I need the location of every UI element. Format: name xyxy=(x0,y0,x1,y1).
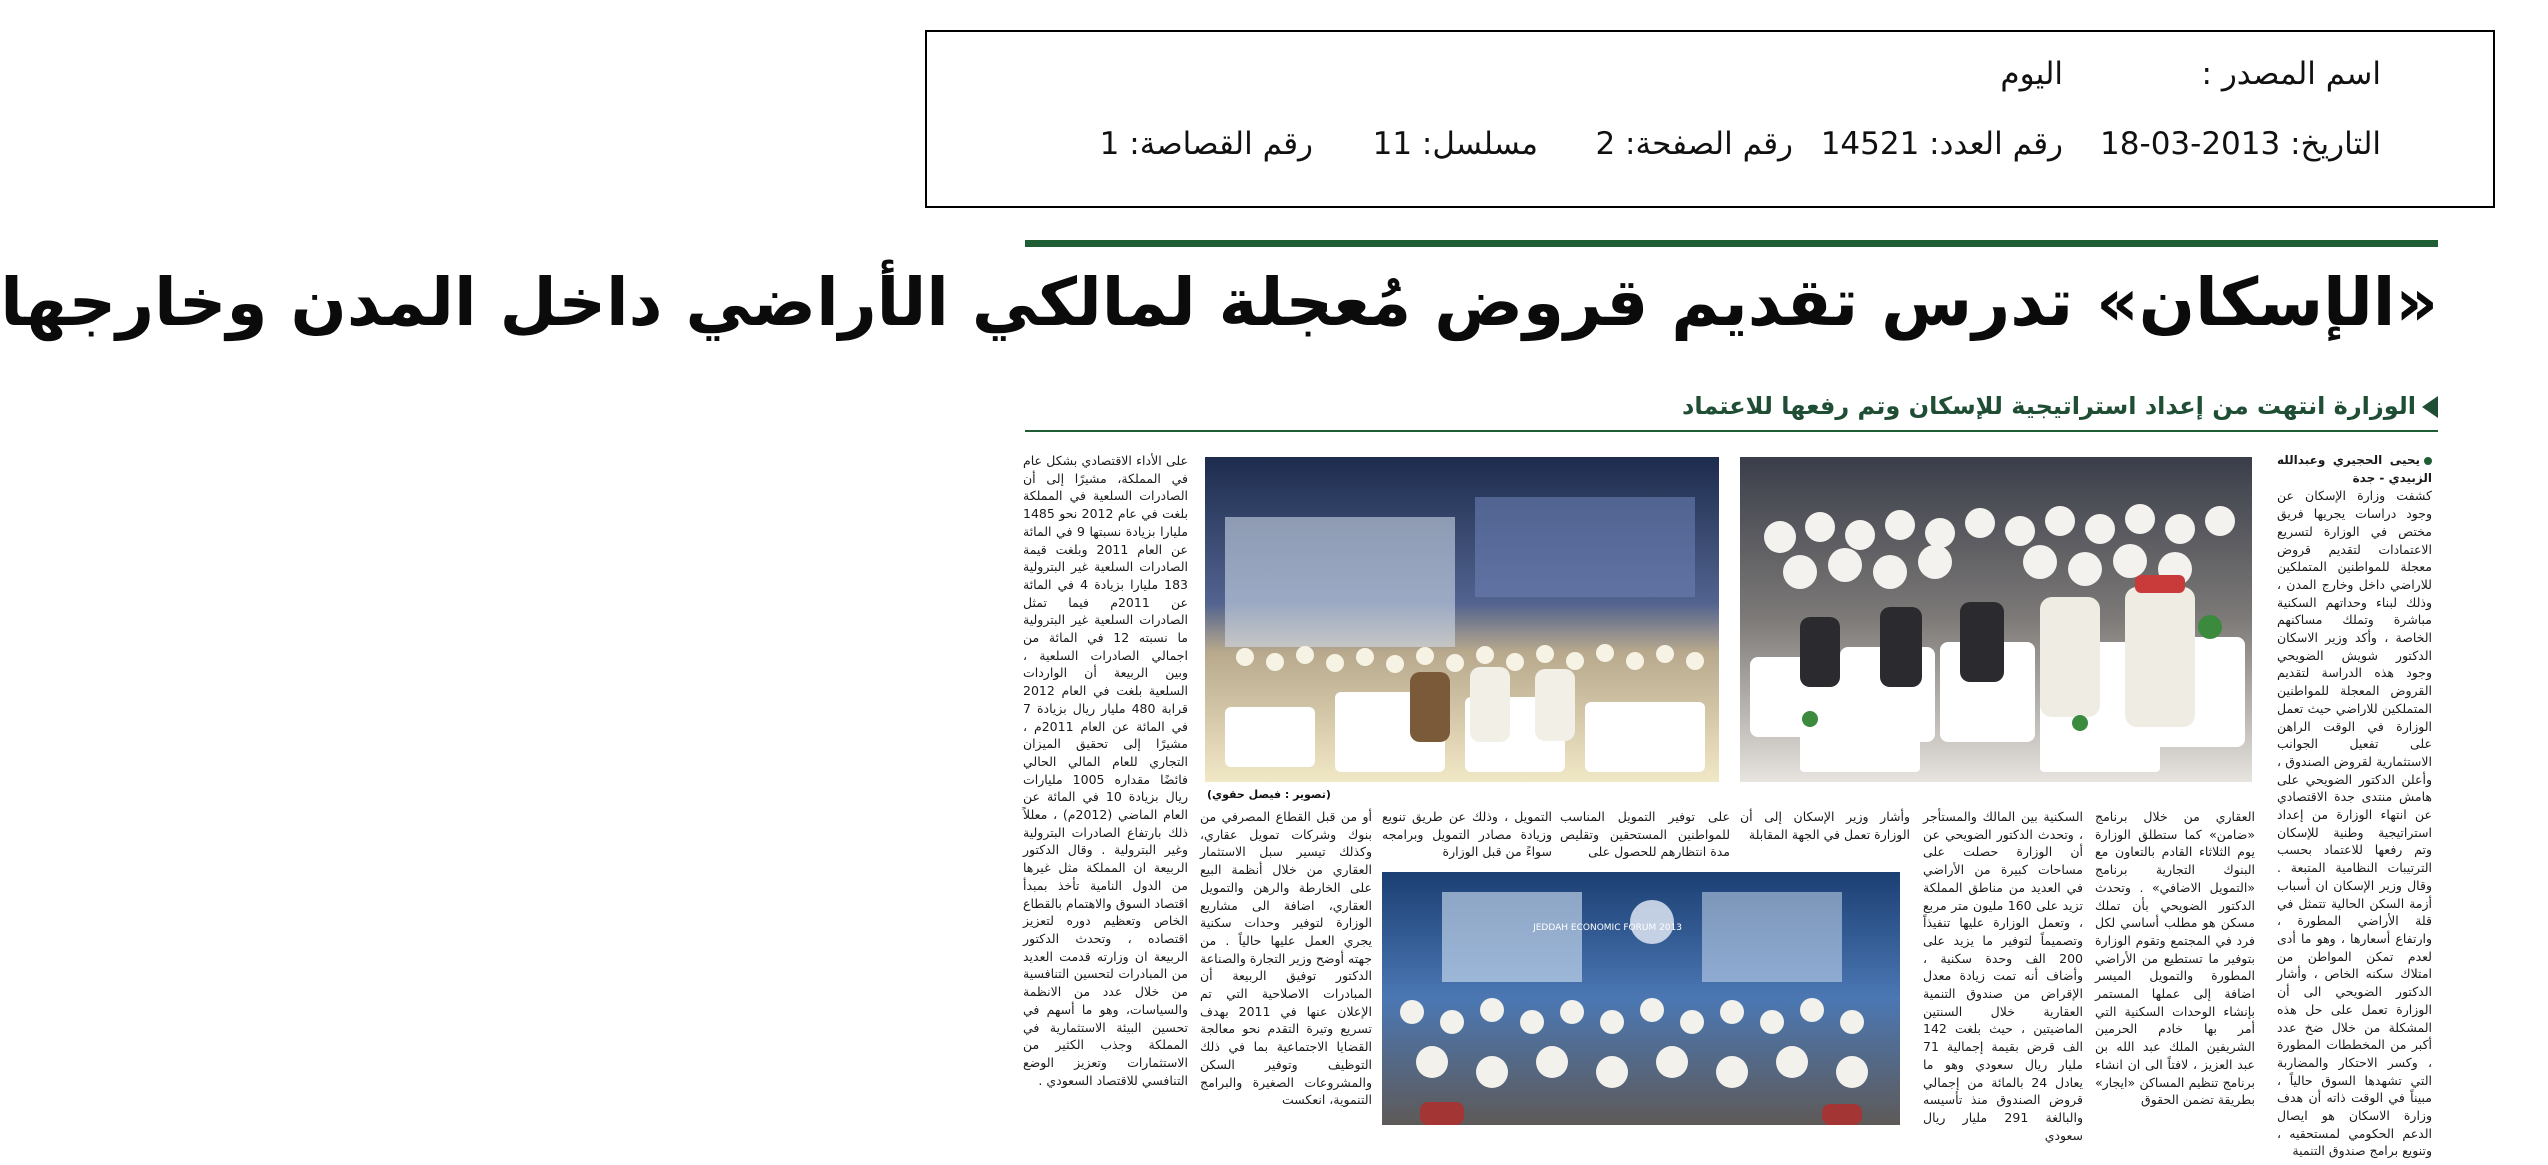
forum-logo-text: JEDDAH ECONOMIC FORUM 2013 xyxy=(1533,923,1682,933)
text-column-7 xyxy=(1200,808,1372,1142)
officials-photo-graphic xyxy=(1740,457,2252,782)
source-value: اليوم xyxy=(2000,56,2063,92)
article-byline xyxy=(2277,452,2432,487)
clip-number-label: رقم القصاصة: 1 xyxy=(1099,126,1313,162)
subheadline-rule xyxy=(1025,430,2438,432)
article-subheadline xyxy=(1682,392,2438,420)
photo-officials-front-row xyxy=(1740,457,2252,782)
issue-number-label: رقم العدد: 14521 xyxy=(1820,126,2063,162)
column-text: التمويل ، وذلك عن طريق تنويع وزيادة مصادر التمويل وبرامجه سواءً من قبل الوزارة xyxy=(1382,809,1552,860)
page-number-label: رقم الصفحة: 2 xyxy=(1595,126,1793,162)
column-text: على توفير التمويل المناسب للمواطنين المستحقين وتقليص مدة انتظارهم للحصول على xyxy=(1560,809,1730,860)
forum-photo-graphic xyxy=(1382,872,1900,1125)
text-column-1 xyxy=(2277,452,2432,1159)
column-text: على الأداء الاقتصادي بشكل عام في المملكة، مشيرًا إلى أن الصادرات السلعية في المملكة بلغت في عام 2012 نحو 1485 مليارا بزيادة نسبتها 9 في المائة عن العام 2011 وبلغت قيمة الصادرات السلعية غير البترولية 183 مليارا بزيادة 4 في المائة عن 2011م فيما تمثل الصادرات السلعية غير البترولية ما نسبته 12 في المائة من اجمالي الصادرات السلعية ، وبين الربيعة أن الواردات السلعية بلغت في العام 2012 قرابة 480 مليار ريال بزيادة 7 في المائة عن العام 2011م ، مشيرًا إلى تحقيق الميزان التجاري للعام المالي الحالي فائضًا مقداره 1005 مليارات ريال بزيادة 10 في المائة عن العام الماضي (2012م) ، معللاً ذلك بارتفاع الصادرات البترولية وغير البترولية . وقال الدكتور الربيعة ان المملكة مثل غيرها من الدول النامية تأخذ بمبدأ اقتصاد السوق والاهتمام بالقطاع الخاص وتعظيم دوره لتعزيز اقتصاده ، وتحدث الدكتور الربيعة ان وزارته قدمت العديد من المبادرات لتحسين التنافسية من خلال عدد من الانظمة والسياسات، وهو ما أسهم في تحسين البيئة الاستثمارية في المملكة وجذب الكثير من الاستثمارات وتعزيز الوضع التنافسي للاقتصاد السعودي . xyxy=(1023,453,1189,1088)
text-column-3 xyxy=(1923,808,2083,1142)
column-text: العقاري من خلال برنامج «ضامن» كما ستطلق الوزارة يوم الثلاثاء القادم بالتعاون مع البنوك التجارية برنامج «التمويل الاضافي» . وتحدث الدكتور الضويحي بأن تملك مسكن هو مطلب أساسي لكل فرد في المجتمع وتقوم الوزارة بتوفير ما تستطيع من الأراضي المطورة والتمويل الميسر اضافة إلى عملها المستمر بإنشاء الوحدات السكنية التي أمر بها خادم الحرمين الشريفين الملك عبد الله بن عبد العزيز ، لافتاً الى ان انشاء برنامج تنظيم المساكن «ايجار» بطريقة تضمن الحقوق xyxy=(2095,809,2255,1108)
text-column-4 xyxy=(1740,808,1910,872)
bullet-icon xyxy=(2424,457,2432,465)
column-text: كشفت وزارة الإسكان عن وجود دراسات يجريها فريق مختص في الوزارة لتسريع الاعتمادات لتقديم قروض معجلة للمواطنين المتملكين للاراضي داخل وخارج المدن ، وذلك لبناء وحداتهم السكنية مباشرة وتملك مساكنهم الخاصة ، وأكد وزير الاسكان الدكتور شويش الضويحي وجود هذه الدراسة لتقديم القروض المعجلة للمواطنين المتملكين للاراضي حيث تعمل الوزارة في الوقت الراهن على تفعيل الجوانب الاستثمارية لقروض الصندوق ، وأعلن الدكتور الضويحي على هامش منتدى جدة الاقتصادي عن انتهاء الوزارة من إعداد استراتيجية وطنية للإسكان وتم رفعها للاعتماد بحسب الترتيبات النظامية المتبعة . وقال وزير الإسكان ان أسباب أزمة السكن الحالية تتمثل في قلة الأراضي المطورة ، وارتفاع أسعارها ، وهو ما أدى لعدم تمكن المواطن من امتلاك سكنه الخاص ، وأشار الدكتور الضويحي الى أن الوزارة تعمل على حل هذه المشكلة من خلال ضخ عدد أكبر من المخططات المطورة ، وكسر الاحتكار والمضاربة التي تشهدها السوق حالياً ، مبيناً في الوقت ذاته أن هدف وزارة الاسكان هو ايصال الدعم الحكومي لمستحقيه ، وتنويع برامج صندوق التنمية xyxy=(2277,488,2432,1159)
article-headline: «الإسكان» تدرس تقديم قروض مُعجلة لمالكي الأراضي داخل المدن وخارجها xyxy=(0,264,2438,341)
clipping-metadata-box xyxy=(925,30,2495,208)
column-text: وأشار وزير الإسكان إلى أن الوزارة تعمل في الجهة المقابلة xyxy=(1740,809,1910,842)
triangle-marker-icon xyxy=(2422,396,2438,418)
photo-forum-audience xyxy=(1382,872,1900,1125)
column-text: أو من قبل القطاع المصرفي من بنوك وشركات تمويل عقاري، وكذلك تيسير سبل الاستثمار العقاري من خلال أنظمة البيع على الخارطة والرهن والتمويل العقاري، اضافة الى مشاريع الوزارة لتوفير وحدات سكنية يجري العمل عليها حالياً . من جهته أوضح وزير التجارة والصناعة الدكتور توفيق الربيعة أن المبادرات الاصلاحية التي تم الإعلان عنها في 2011 بهدف تسريع وتيرة التقدم نحو معالجة القضايا الاجتماعية بما في ذلك التوظيف وتوفير السكن والمشروعات الصغيرة والبرامج التنموية، انعكست xyxy=(1200,809,1372,1108)
text-column-6 xyxy=(1382,808,1552,872)
byline-text: يحيى الحجيري وعبدالله الزبيدي - جدة xyxy=(2277,453,2432,485)
text-column-5 xyxy=(1560,808,1730,872)
column-text: السكنية بين المالك والمستأجر ، وتحدث الدكتور الضويحي عن أن الوزارة حصلت على مساحات كبيرة من الأراضي في العديد من مناطق المملكة تزيد على 160 مليون متر مربع ، وتعمل الوزارة عليها تنفيذاً وتصميماً لتوفير ما يزيد على 200 الف وحدة سكنية ، وأضاف أنه تمت زيادة معدل الإقراض من صندوق التنمية العقارية خلال السنتين الماضيتين ، حيث بلغت 142 الف قرض بقيمة إجمالية 71 مليار ريال سعودي وهو ما يعادل 24 بالمائة من إجمالي قروض الصندوق منذ تأسيسه والبالغة 291 مليار ريال سعودي xyxy=(1923,809,2083,1143)
source-label: اسم المصدر : xyxy=(2201,56,2381,92)
text-column-2 xyxy=(2095,808,2255,1142)
photo-credit: (تصوير : فيصل حقوي) xyxy=(1207,788,1331,801)
subheadline-text: الوزارة انتهت من إعداد استراتيجية للإسكان وتم رفعها للاعتماد xyxy=(1682,392,2416,420)
photo-conference-hall xyxy=(1205,457,1719,782)
subheadline-bar xyxy=(1025,390,2438,434)
text-column-8 xyxy=(1023,452,1188,1142)
headline-top-rule xyxy=(1025,240,2438,247)
date-label: التاريخ: 2013-03-18 xyxy=(2100,126,2381,162)
hall-photo-graphic xyxy=(1205,457,1719,782)
serial-number-label: مسلسل: 11 xyxy=(1372,126,1538,162)
